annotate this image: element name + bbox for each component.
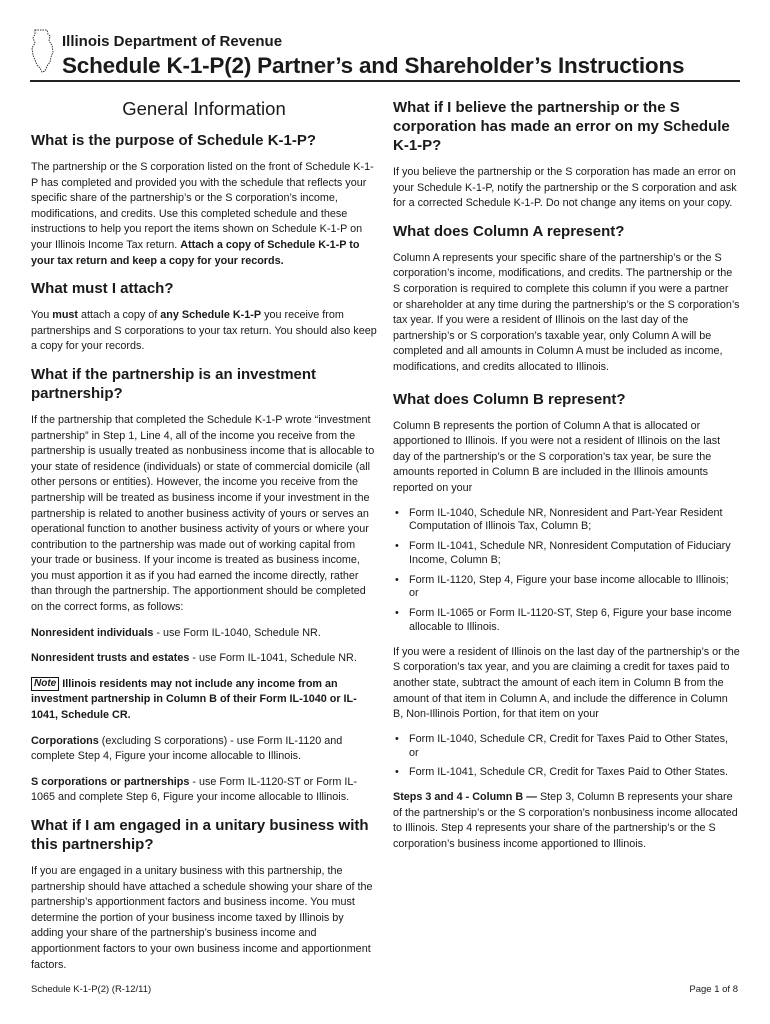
unitary-body: If you are engaged in a unitary business with this partnership, the partnership should have attached a schedule showing your share of the partnership’s apportionment factors and business income. You must determine the portion of your business income taxed by Illinois by adding your share of the partnership’s business income and apportionment factors to your own business income and apportionment factors. (31, 865, 373, 971)
agency-name: Illinois Department of Revenue (62, 33, 283, 50)
page-title: Schedule K-1-P(2) Partner’s and Shareholder’s Instructions (62, 53, 685, 78)
purpose-body: The partnership or the S corporation listed on the front of Schedule K-1-P has completed and provided you with the schedule that reflects your specific share of the partnership’s or the S corporation’s income, modifications, and credits. Use this completed schedule and these instructions to help you report the items shown on Schedule K-1-P on your Illinois Income Tax return. Attach a copy of Schedule K-1-P to your tax return and keep a copy for your records. (31, 161, 374, 267)
note-paragraph: Note Illinois residents may not include any income from an investment partnership in Column B of their Form IL-1040 or IL-1041, Schedule CR. (31, 677, 357, 722)
nonresident-trusts: Nonresident trusts and estates - use Form IL-1041, Schedule NR. (31, 652, 357, 665)
illinois-map-icon (29, 28, 57, 74)
column-a-body: Column A represents your specific share of the partnership’s or the S corporation’s income, modifications, and credits. The partnership or the S corporation is required to complete this column if you were a partner or shareholder at any time during the partnership’s or the S corporation’s tax year. If you were a resident of Illinois on the last day of the partnership’s or S corporation’s taxable year, only Column A will be completed and all amounts in Column A must be included as income, modifications, and credits allocated to Illinois. (393, 251, 740, 373)
investment-heading: What if the partnership is an investment partnership? (31, 365, 317, 402)
column-b-body: Column B represents the portion of Column A that is allocated or apportioned to Illinois. If you were not a resident of Illinois on the last day of the partnership’s or the S corporation’s tax year, be sure the amounts reported in Column B are included in the Illinois amounts reported on your (393, 419, 721, 494)
unitary-heading: What if I am engaged in a unitary business with this partnership? (31, 817, 369, 853)
list-item: • Form IL-1040, Schedule CR, Credit for Taxes Paid to Other States, or (393, 733, 740, 761)
list-item: • Form IL-1120, Step 4, Figure your base income allocable to Illinois; or (393, 574, 740, 602)
section-heading: General Information (122, 98, 286, 119)
list-item: • Form IL-1040, Schedule NR, Nonresident and Part-Year Resident Computation of Illinois Tax, Column B; (393, 507, 740, 535)
page-number: Page 1 of 8 (689, 984, 738, 995)
corporations-item: Corporations (excluding S corporations) - use Form IL-1120 and complete Step 4, Figure your income allocable to Illinois. (31, 734, 343, 763)
note-icon: Note (31, 677, 59, 691)
list-item: • Form IL-1065 or Form IL-1120-ST, Step 6, Figure your base income allocable to Illinois. (393, 607, 740, 635)
column-b-list-2 (393, 733, 740, 780)
error-heading: What if I believe the partnership or the S corporation has made an error on my Schedule K-1-P? (393, 99, 730, 154)
right-column (393, 98, 740, 863)
form-id: Schedule K-1-P(2) (R-12/11) (31, 984, 152, 995)
column-a-heading: What does Column A represent? (393, 222, 625, 240)
column-b-body-2: If you were a resident of Illinois on the last day of the partnership’s or the S corporation’s tax year, and you are claiming a credit for taxes paid to another state, subtract the amount of each item in Column B from the amount of that item in Column A, and include the difference in Column B, Non-Illinois Portion, for that item on your (393, 645, 740, 721)
list-item: • Form IL-1041, Schedule NR, Nonresident Computation of Fiduciary Income, Column B; (393, 540, 740, 568)
column-b-heading: What does Column B represent? (393, 390, 626, 408)
left-column (31, 98, 377, 983)
s-corporations-item: S corporations or partnerships - use Form IL-1120-ST or Form IL-1065 and complete Step 6, Figure your income allocable to Illinois. (31, 775, 357, 804)
nonresident-individuals: Nonresident individuals - use Form IL-1040, Schedule NR. (31, 626, 321, 639)
column-b-list (393, 507, 740, 635)
attach-heading: What must I attach? (31, 280, 174, 298)
steps-paragraph: Steps 3 and 4 - Column B — Step 3, Column B represents your share of the partnership’s or the S corporation’s nonbusiness income allocated to Illinois. Step 4 represents your share of the partnership’s or the S corporation’s business income apportioned to Illinois. (393, 791, 738, 851)
purpose-heading: What is the purpose of Schedule K-1-P? (31, 132, 317, 149)
list-item: • Form IL-1041, Schedule CR, Credit for Taxes Paid to Other States. (393, 766, 740, 780)
header-divider (30, 80, 740, 82)
investment-body: If the partnership that completed the Schedule K-1-P wrote “investment partnership” in Step 1, Line 4, all of the income you receive from the partnership is usually treated as nonbusiness income that is allocable to your state of residence (individuals) or state of commercial domicile (all other persons or entities). However, the income you receive from the partnership will be treated as business income if your investment in the partnership is related to another business activity of yours or serves an operational function to another business activity of yours or where your contribution to the partnership was made out of working capital from your trade or business. If your income is treated as business income, you must apportion it as if you had earned the income directly, rather than through the partnership. The apportionment should be completed on the correct forms, as follows: (31, 413, 375, 614)
attach-body: You must attach a copy of any Schedule K-1-P you receive from partnerships and S corporations to your tax return. You should also keep a copy for your records. (31, 309, 377, 353)
error-body: If you believe the partnership or the S corporation has made an error on your Schedule K-1-P, notify the partnership or the S corporation and ask for a corrected Schedule K-1-P. Do not change any items on your copy. (393, 166, 737, 210)
